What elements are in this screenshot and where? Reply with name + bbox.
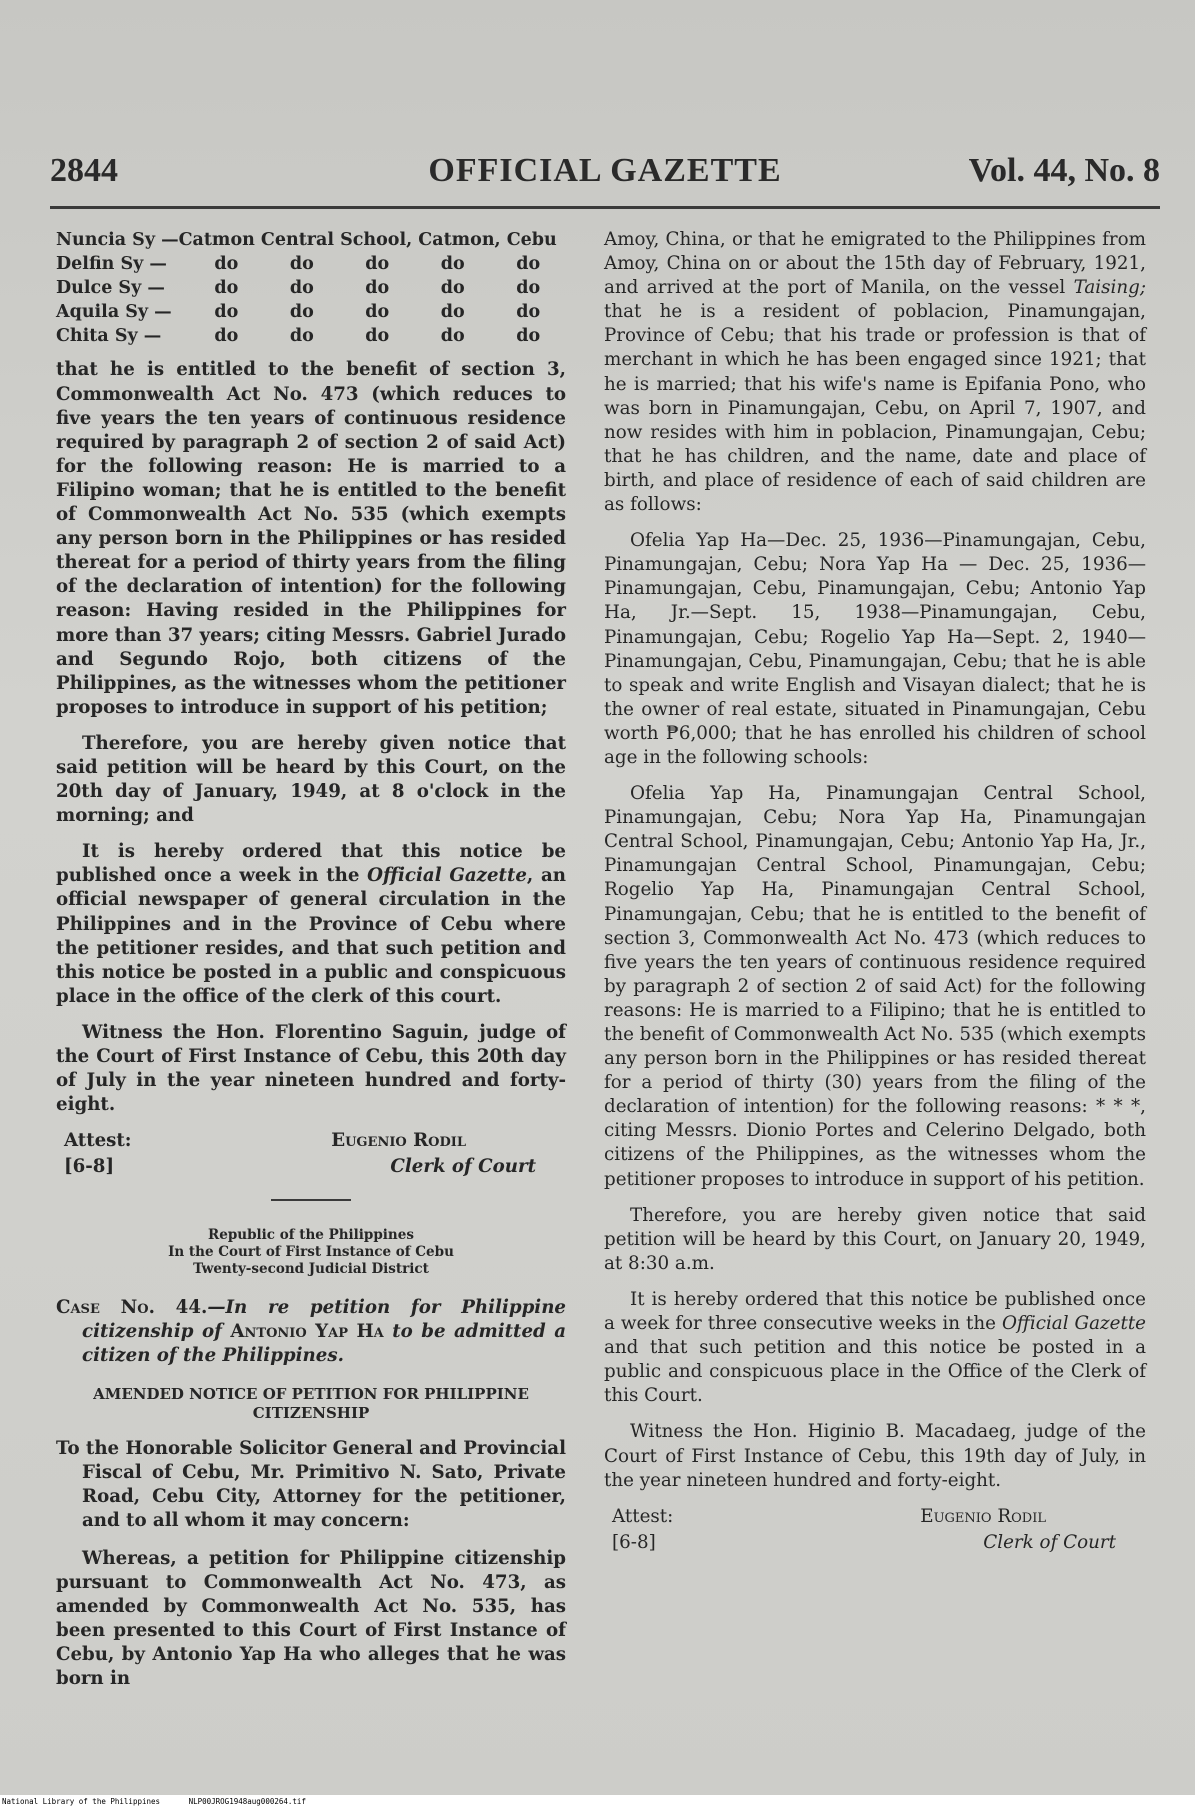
- file-name: NLP00JROG1948aug000264.tif: [188, 1797, 306, 1806]
- dash: —: [149, 254, 167, 275]
- paragraph-publication: [604, 1288, 1146, 1408]
- dash: —: [143, 326, 162, 347]
- paragraph-schools: Ofelia Yap Ha, Pinamungajan Central School, Pinamungajan, Cebu; Nora Yap Ha, Pinamungajan Central School, Pinamungajan, Cebu; Antonio Yap Ha, Jr., Pinamungajan Central School, Pinamungajan, Cebu; Rogelio Yap Ha, Pinamungajan Central School, Pinamungajan, Cebu; that he is entitled to the benefit of section 3, Commonwealth Act No. 473 (which reduces to five years the ten years of continuous residence required by paragraph 2 of section 2 of said Act) for the following reasons: He is married to a Filipino; that he is entitled to the benefit of Commonwealth Act No. 535 (which exempts any person born in the Philippines or has resided thereat for a period of thirty (30) years from the filing of the declaration of intention) for the following reasons: * * *, citing Messrs. Dionio Portes and Celerino Delgado, both citizens of the Philippines, as the witnesses whom the petitioner proposes to introduce in support of his petition.: [604, 783, 1146, 1190]
- case-text: to be admitted a citizen of the Philippines.: [82, 1321, 566, 1367]
- paragraph-hearing: Therefore, you are hereby given notice that said petition will be heard by this Court, on January 20, 1949, at 8:30 a.m.: [604, 1204, 1146, 1274]
- dash: —: [147, 278, 165, 299]
- text: It is hereby ordered that this notice be published once a week in the: [56, 841, 566, 887]
- ditto-cell: do: [516, 326, 541, 347]
- attest-label: Attest:: [612, 1505, 674, 1527]
- child-name: Nuncia Sy: [56, 230, 155, 250]
- petitioner-name: Antonio Yap Ha: [230, 1321, 384, 1343]
- ditto-cell: do: [516, 302, 541, 323]
- right-column: [604, 228, 1146, 1575]
- attest-label: Attest:: [64, 1130, 132, 1152]
- gazette-name: Official Gazette: [367, 865, 527, 887]
- paragraph-children: Ofelia Yap Ha—Dec. 25, 1936—Pinamungajan, Cebu, Pinamungajan, Cebu; Nora Yap Ha — Dec. 25, 1936—Pinamungajan, Cebu, Pinamungajan, Cebu; Antonio Yap Ha, Jr.—Sept. 15, 1938—Pinamungajan, Cebu, Pinamungajan, Cebu; Rogelio Yap Ha—Sept. 2, 1940—Pinamungajan, Cebu, Pinamungajan, Cebu; that he is able to speak and write English and Visayan dialect; that he is the owner of real estate, situated in Pinamungajan, Cebu worth ₱6,000; that he has enrolled his children of school age in the following schools:: [604, 530, 1146, 768]
- child-name: Aquila Sy: [56, 302, 149, 323]
- text: and that such petition and this notice be posted in a public and conspicuous place in the Office of the Clerk of this Court.: [604, 1337, 1146, 1407]
- paragraph-hearing: Therefore, you are hereby given notice that said petition will be heard by this Court, on the 20th day of January, 1949, at 8 o'clock in the morning; and: [56, 732, 566, 827]
- ditto-cell: do: [440, 302, 465, 323]
- dash: —: [161, 230, 179, 250]
- scan-footer: [0, 1795, 1195, 1808]
- clerk-name: Eugenio Rodil: [920, 1505, 1046, 1527]
- ditto-cell: do: [516, 278, 541, 299]
- child-name: Chita Sy: [56, 326, 138, 347]
- ditto-cell: do: [289, 278, 314, 299]
- section-divider: [271, 1199, 351, 1201]
- case-caption: [56, 1296, 566, 1368]
- publication-title: OFFICIAL GAZETTE: [428, 152, 782, 189]
- paragraph-whereas: Whereas, a petition for Philippine citizenship pursuant to Commonwealth Act No. 473, as amended by Commonwealth Act No. 535, has been presented to this Court of First Instance of Cebu, by Antonio Yap Ha who alleges that he was born in: [56, 1547, 566, 1690]
- paragraph-publication: [56, 840, 566, 1009]
- gazette-name: Official Gazette: [1001, 1313, 1146, 1335]
- volume-number: Vol. 44, No. 8: [968, 152, 1160, 189]
- ditto-cell: do: [289, 302, 314, 323]
- addressee: To the Honorable Solicitor General and Provincial Fiscal of Cebu, Mr. Primitivo N. Sato, Private Road, Cebu City, Attorney for the petitioner, and to all whom it may concern:: [56, 1437, 566, 1531]
- ditto-cell: do: [365, 278, 390, 299]
- vessel-name: Taising;: [1073, 277, 1146, 299]
- school-name: Catmon Central School, Catmon, Cebu: [178, 230, 557, 250]
- ditto-cell: do: [289, 254, 314, 275]
- ditto-cell: do: [440, 254, 465, 275]
- table-row: [56, 276, 566, 300]
- case-text: —In re petition for Philippine citizenship of: [82, 1297, 566, 1343]
- case-number: Case No. 44.: [56, 1297, 208, 1319]
- table-row: [56, 228, 566, 252]
- library-name: National Library of the Philippines: [2, 1797, 161, 1806]
- ditto-cell: do: [365, 254, 390, 275]
- court-line: Twenty-second Judicial District: [193, 1261, 429, 1278]
- court-line: Republic of the Philippines: [208, 1227, 414, 1244]
- page-header: [50, 152, 1160, 200]
- text: It is hereby ordered that this notice be published once a week for three consecutive weeks in the: [604, 1288, 1146, 1335]
- notice-title: AMENDED NOTICE OF PETITION FOR PHILIPPINE CITIZENSHIP: [93, 1384, 529, 1422]
- ditto-cell: do: [440, 326, 465, 347]
- table-row: [56, 252, 566, 276]
- clerk-title: Clerk of Court: [983, 1531, 1116, 1553]
- paragraph-witness: Witness the Hon. Florentino Saguin, judge of the Court of First Instance of Cebu, this 20th day of July in the year nineteen hundred and forty-eight.: [56, 1021, 566, 1116]
- text: Amoy, China, or that he emigrated to the Philippines from Amoy, China on or about the 15th day of February, 1921, and arrived at the port of Manila, on the vessel: [604, 229, 1146, 299]
- child-name: Delfin Sy: [56, 254, 144, 275]
- page-number: 2844: [50, 152, 118, 189]
- ditto-cell: do: [365, 302, 390, 323]
- ditto-cell: do: [214, 326, 239, 347]
- ditto-cell: do: [440, 278, 465, 299]
- court-heading: [56, 1227, 566, 1278]
- attest-code: [6-8]: [612, 1531, 656, 1553]
- ditto-cell: do: [365, 326, 390, 347]
- table-row: [56, 300, 566, 324]
- child-name: Dulce Sy: [56, 278, 142, 299]
- text: , an official newspaper of general circulation in the Philippines and in the Province of Cebu where the petitioner resides, and that such petition and this notice be posted in a public and conspicuous place in the office of the clerk of this court.: [56, 865, 566, 1007]
- ditto-cell: do: [214, 254, 239, 275]
- clerk-title: Clerk of Court: [390, 1156, 536, 1178]
- dash: —: [154, 302, 172, 323]
- attest-block: [56, 1129, 566, 1185]
- children-school-table: [56, 228, 566, 348]
- ditto-cell: do: [289, 326, 314, 347]
- clerk-name: Eugenio Rodil: [331, 1130, 466, 1152]
- paragraph-petitioner-details: [604, 228, 1146, 517]
- court-line: In the Court of First Instance of Cebu: [168, 1244, 454, 1261]
- table-row: [56, 324, 566, 348]
- paragraph-witness: Witness the Hon. Higinio B. Macadaeg, judge of the Court of First Instance of Cebu, this 19th day of July, in the year nineteen hundred and forty-eight.: [604, 1421, 1146, 1491]
- header-rule: [50, 206, 1160, 209]
- attest-block: [604, 1505, 1146, 1561]
- ditto-cell: do: [516, 254, 541, 275]
- attest-code: [6-8]: [64, 1156, 115, 1178]
- paragraph-reasons: that he is entitled to the benefit of section 3, Commonwealth Act No. 473 (which reduces to five years the ten years of continuous residence required by paragraph 2 of section 2 of said Act) for the following reason: He is married to a Filipino woman; that he is entitled to the benefit of Commonwealth Act No. 535 (which exempts any person born in the Philippines or has resided thereat for a period of thirty years from the filing of the declaration of intention) for the following reason: Having resided in the Philippines for more than 37 years; citing Messrs. Gabriel Jurado and Segundo Rojo, both citizens of the Philippines, as the witnesses whom the petitioner proposes to introduce in support of his petition;: [56, 359, 566, 718]
- text: that he is a resident of poblacion, Pinamungajan, Province of Cebu; that his trade or profession is that of merchant in which he has been engaged since 1921; that he is married; that his wife's name is Epifania Pono, who was born in Pinamungajan, Cebu, on April 7, 1907, and now resides with him in poblacion, Pinamungajan, Cebu; that he has children, and the name, date and place of birth, and place of residence of each of said children are as follows:: [604, 301, 1146, 516]
- ditto-cell: do: [214, 278, 239, 299]
- ditto-cell: do: [214, 302, 239, 323]
- left-column: [56, 228, 566, 1704]
